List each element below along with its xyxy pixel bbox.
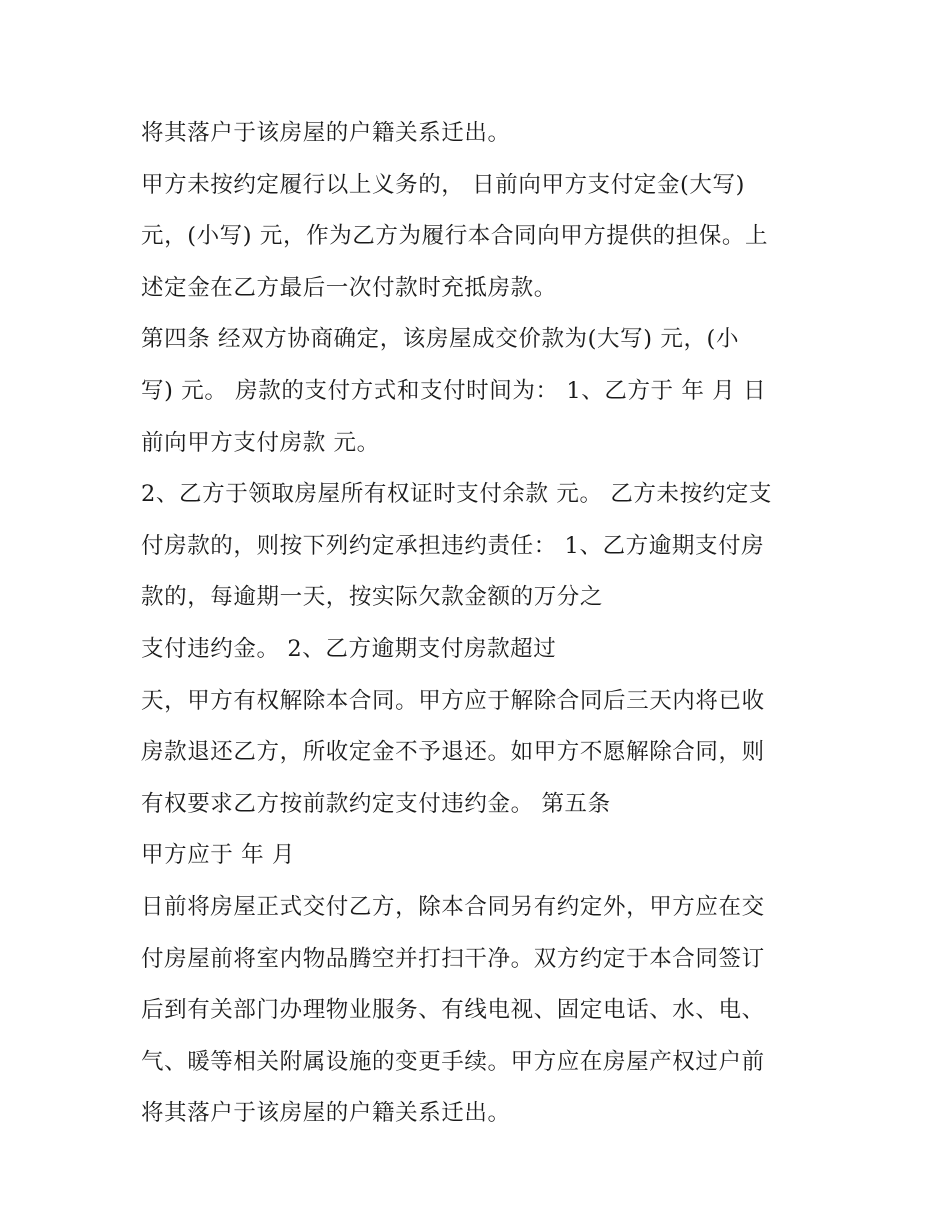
text-line: 甲方应于 年 月 [141, 842, 296, 869]
contract-text [141, 108, 821, 1140]
text-line: 日前将房屋正式交付乙方，除本合同另有约定外，甲方应在交 [141, 893, 765, 920]
text-line: 后到有关部门办理物业服务、有线电视、固定电话、水、电、 [141, 997, 765, 1024]
text-line: 将其落户于该房屋的户籍关系迁出。 [141, 120, 511, 146]
text-line: 述定金在乙方最后一次付款时充抵房款。 [141, 274, 557, 301]
text-line: 第四条 经双方协商确定，该房屋成交价款为(大写) 元，(小 [141, 326, 740, 353]
text-line: 有权要求乙方按前款约定支付违约金。 第五条 [141, 790, 611, 817]
text-line: 天，甲方有权解除本合同。甲方应于解除合同后三天内将已收 [141, 687, 765, 714]
text-line: 支付违约金。 2、乙方逾期支付房款超过 [141, 635, 557, 662]
text-line: 将其落户于该房屋的户籍关系迁出。 [141, 1100, 511, 1127]
text-line: 款的，每逾期一天，按实际欠款金额的万分之 [141, 584, 604, 611]
text-line: 付房款的，则按下列约定承担违约责任： 1、乙方逾期支付房 [141, 532, 765, 559]
text-line: 2、乙方于领取房屋所有权证时支付余款 元。 乙方未按约定支 [141, 481, 773, 508]
text-line: 甲方未按约定履行以上义务的， 日前向甲方支付定金(大写) [141, 171, 746, 198]
text-line: 气、暖等相关附属设施的变更手续。甲方应在房屋产权过户前 [141, 1048, 765, 1075]
text-line: 前向甲方支付房款 元。 [141, 429, 380, 456]
text-line: 元，(小写) 元，作为乙方为履行本合同向甲方提供的担保。上 [141, 223, 769, 250]
text-line: 写) 元。 房款的支付方式和支付时间为： 1、乙方于 年 月 日 [141, 377, 767, 404]
text-line: 房款退还乙方，所收定金不予退还。如甲方不愿解除合同，则 [141, 739, 765, 766]
text-line: 付房屋前将室内物品腾空并打扫干净。双方约定于本合同签订 [141, 945, 765, 972]
